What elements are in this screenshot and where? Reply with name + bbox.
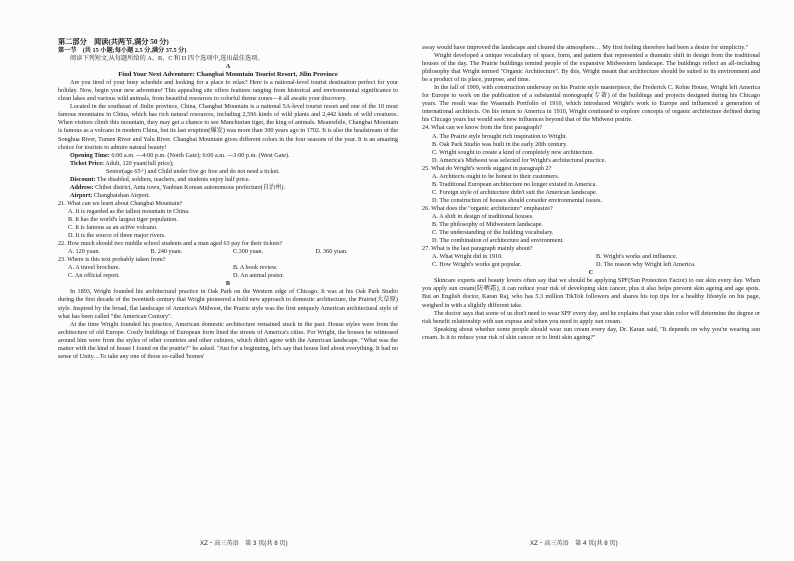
option-22b: B. 240 yuan.: [150, 248, 183, 256]
option-24c: C. Wright sought to create a kind of completely new architecture.: [432, 148, 594, 156]
address: [58, 184, 398, 192]
option-21d: D. It is the source of three major rivers.: [68, 232, 166, 240]
discount-text: The disabled, soldiers, teachers, and students enjoy half price.: [95, 175, 251, 183]
opening-text: 6:00 a.m. —4:00 p.m. (North Gate); 6:00 a.m. —3:00 p.m. (West Gate).: [109, 151, 290, 159]
option-25c: C. Foreign style of architecture didn't suit the American landscape.: [432, 188, 598, 196]
option-27b: B. Wright's works and influence.: [596, 253, 678, 261]
option-23a: A. A travel brochure.: [68, 264, 121, 272]
passage-b-paragraph: In the fall of 1909, with construction underway on his Prairie style masterpiece, the Frederick C. Robie House, Wright left America for Europe to work on the publication of a substantial monograph(专著) of the buildings and projects designed during his Chicago years. The result was the Wasmuth Portfolio of 1910, which introduced Wright's work to Europe and influenced a generation of international architects. On his return to America in 1910, Wright continued to explore concepts of organic architecture defined during his Chicago years but would seek new influences beyond that of the Midwest prairie.: [422, 84, 760, 124]
passage-a-letter: A: [225, 63, 231, 71]
option-26a: A. A shift in design of traditional houses.: [432, 212, 534, 220]
option-25d: D. The construction of houses should consider environmental issues.: [432, 196, 603, 204]
right-column: [422, 44, 760, 534]
option-22d: D. 360 yuan.: [315, 248, 348, 256]
address-label: Address:: [70, 183, 94, 191]
section1-heading: 第一节 (共 15 小题;每小题 2.5 分,满分 37.5 分): [58, 47, 187, 54]
discount-label: Discount:: [70, 175, 96, 183]
ticket-label: Ticket Price:: [70, 159, 105, 167]
options-27-row2: [422, 261, 760, 269]
option-23d: D. An animal poster.: [233, 272, 285, 280]
discount: [58, 176, 398, 184]
option-24a: A. The Prairie style brought rich inspiration to Wright.: [432, 132, 567, 140]
ticket-price: [58, 160, 398, 168]
question-22: 22. How much should two middle school students and a man aged 63 pay for their tickets?: [58, 240, 283, 248]
option-22c: C.300 yuan.: [233, 248, 264, 256]
option-25b: B. Traditional European architecture no longer existed in America.: [432, 180, 597, 188]
options-23-row1: [58, 264, 398, 272]
passage-b-paragraph: In 1893, Wright founded his architectural practice in Oak Park on the Western edge of Chicago. It was at his Oak Park Studio during the first decade of the twentieth century that Wright pioneered a bold new approach to domestic architecture, the Prairie(大草原) style. Inspired by the broad, flat landscape of America's Midwest, the Prairie style was the first uniquely American architectural style of what has been called "the American Century".: [58, 288, 398, 320]
passage-a-paragraph: Located in the southeast of Jinlin province, China, Changbai Mountain is a national 5A-level tourist resort and one of the 10 most famous mountains in China, which has rich natural resources, including 2,596 kinds of wild plants and 2,442 kinds of wild creatures. When visitors climb this mountain, they may get a chance to see Manchurian tiger, the king of animals. Meanwhile, Changbai Mountain is famous as a volcano in modern China, but its last eruption(爆发) was more than 300 years ago in 1702. It is also the headstream of the Songhua River, Tumen River and Yalu River. Changbai Mountain gives different colors in the four seasons of the year. It is an amazing choice for tourists to admire natural beauty!: [58, 103, 398, 151]
option-21b: B. It has the world's largest tiger population.: [68, 215, 178, 223]
option-26b: B. The philosophy of Midwestern landscape.: [432, 221, 544, 229]
passage-b-continued: away would have improved the landscape and cleared the atmosphere… My first feeling therefore had been a desire for simplicity.": [422, 44, 749, 51]
opening-time: [58, 152, 398, 160]
passage-a-paragraph: Are you tired of your busy schedule and looking for a place to relax? Here is a national-level tourist destination perfect for your holiday. Now, begin your new adventure! This appealing site offers features ranging from historical and environmental significance to clean lakes and various wild animals, from beautiful resources to colorful theme zones—it all awaits your discovery.: [58, 79, 398, 103]
option-23b: B. A book review.: [233, 264, 278, 272]
page-footer-right: XZ・高三英语 第 4 页(共 8 页): [530, 540, 618, 547]
option-26d: D. The combination of architecture and environment.: [432, 237, 564, 245]
address-text: Chibei district, Antu town, Yanbian Korean autonomous prefecture(自治州).: [93, 183, 286, 191]
question-27: 27. What is the last paragraph mainly about?: [422, 245, 533, 253]
question-24: 24. What can we know from the first paragraph?: [422, 124, 542, 132]
question-26: 26. What does the "organic architecture" emphasize?: [422, 204, 553, 212]
passage-c-letter: C: [588, 269, 594, 277]
option-27a: A. What Wright did in 1910.: [432, 253, 503, 261]
question-21: 21. What can we learn about Changbai Mountain?: [58, 199, 183, 207]
options-23-row2: [58, 272, 398, 280]
option-21a: A. It is regarded as the tallest mountain in China.: [68, 207, 190, 215]
airport-label: Airport:: [70, 191, 93, 199]
opening-label: Opening Time:: [70, 151, 110, 159]
ticket-text: Adult, 120 yuan(full price);: [104, 159, 174, 167]
page-footer-left: XZ・高三英语 第 3 页(共 8 页): [200, 540, 288, 547]
options-22: [58, 248, 398, 256]
passage-b-paragraph: Wright developed a unique vocabulary of space, form, and pattern that represented a dramatic shift in design from the traditional houses of the day. The Prairie buildings remind people of the expansive Midwestern landscape. The buildings reflect an all-including philosophy that Wright termed "Organic Architecture". By this, Wright meant that architecture should be suited to its environment and be a product of its place, purpose, and time.: [422, 52, 760, 84]
option-22a: A. 120 yuan.: [68, 248, 100, 256]
passage-c-paragraph: The doctor says that some of us don't need to wear SPF every day, and he explains that your skin color will determine the degree or risk benefit relationship with sun expose and when you need to apply sun cream.: [422, 309, 760, 325]
option-27c: C. How Wright's works got popular.: [432, 261, 522, 269]
option-24d: D. America's Midwest was selected for Wright's architectural practice.: [432, 156, 607, 164]
option-26c: C. The understanding of the building vocabulary.: [432, 229, 554, 237]
option-27d: D. The reason why Wright left America.: [596, 261, 696, 269]
airport: [58, 192, 398, 200]
option-23c: C. An official report.: [68, 272, 120, 280]
passage-b-paragraph: At the time Wright founded his practice, American domestic architecture remained stuck in the past. House styles were from the architecture of old Europe. Costly buildings of European form lined the streets of America's cities. For Wright, the houses he witnessed around him were from the styles of other countries and other cultures, which didn't agree with the American landscape. "What was the matter with the kind of house I found on the prairie?" he asked. "Just for a beginning, let's say that house lied about everything. It had no sense of Unity…To take any one of those so-called 'homes': [58, 320, 398, 360]
option-21c: C. It is famous as an active volcano.: [68, 224, 158, 232]
options-27-row1: [422, 253, 760, 261]
option-25a: A. Architects ought to be honest to their customers.: [432, 172, 560, 180]
passage-b-letter: B: [225, 280, 231, 288]
passage-a-title: Find Your Next Adventure: Changbai Mountain Tourist Resort, Jilin Province: [118, 71, 338, 79]
option-24b: B. Oak Park Studio was built in the early 20th century.: [432, 140, 568, 148]
left-column: [58, 38, 398, 528]
question-23: 23. Where is this text probably taken from?: [58, 256, 166, 264]
section1-instruction: 阅读下列短文,从每题所给的 A、B、C 和 D 四个选项中,选出最佳选项。: [70, 55, 264, 63]
airport-text: Changbaishan Airport.: [92, 191, 150, 199]
ticket-senior: Senior(age 65+) and Child under five go free and do not need a ticket.: [106, 167, 280, 175]
question-25: 25. What do Wright's words suggest in paragraph 2?: [422, 164, 552, 172]
passage-c-paragraph: Speaking about whether some people should wear sun cream every day, Dr. Karan said, "It depends on why you're wearing sun cream. Is it to reduce your risk of skin cancer or to limit skin ageing?": [422, 325, 760, 341]
passage-c-paragraph: Skincare experts and beauty lovers often say that we should be applying SPF(Sun Protection Factor) to our skin every day. When you apply sun cream(防晒霜), it can reduce your risk of developing skin cancer, plus it also helps prevent skin ageing and age spots. But an English doctor, Karan Raj, who has 5.3 million TikTok followers and shares his top tips for a healthy lifestyle on his page, weighed in with a slightly different take.: [422, 277, 760, 309]
part-heading: 第二部分 阅读(共两节,满分 50 分): [58, 38, 169, 46]
